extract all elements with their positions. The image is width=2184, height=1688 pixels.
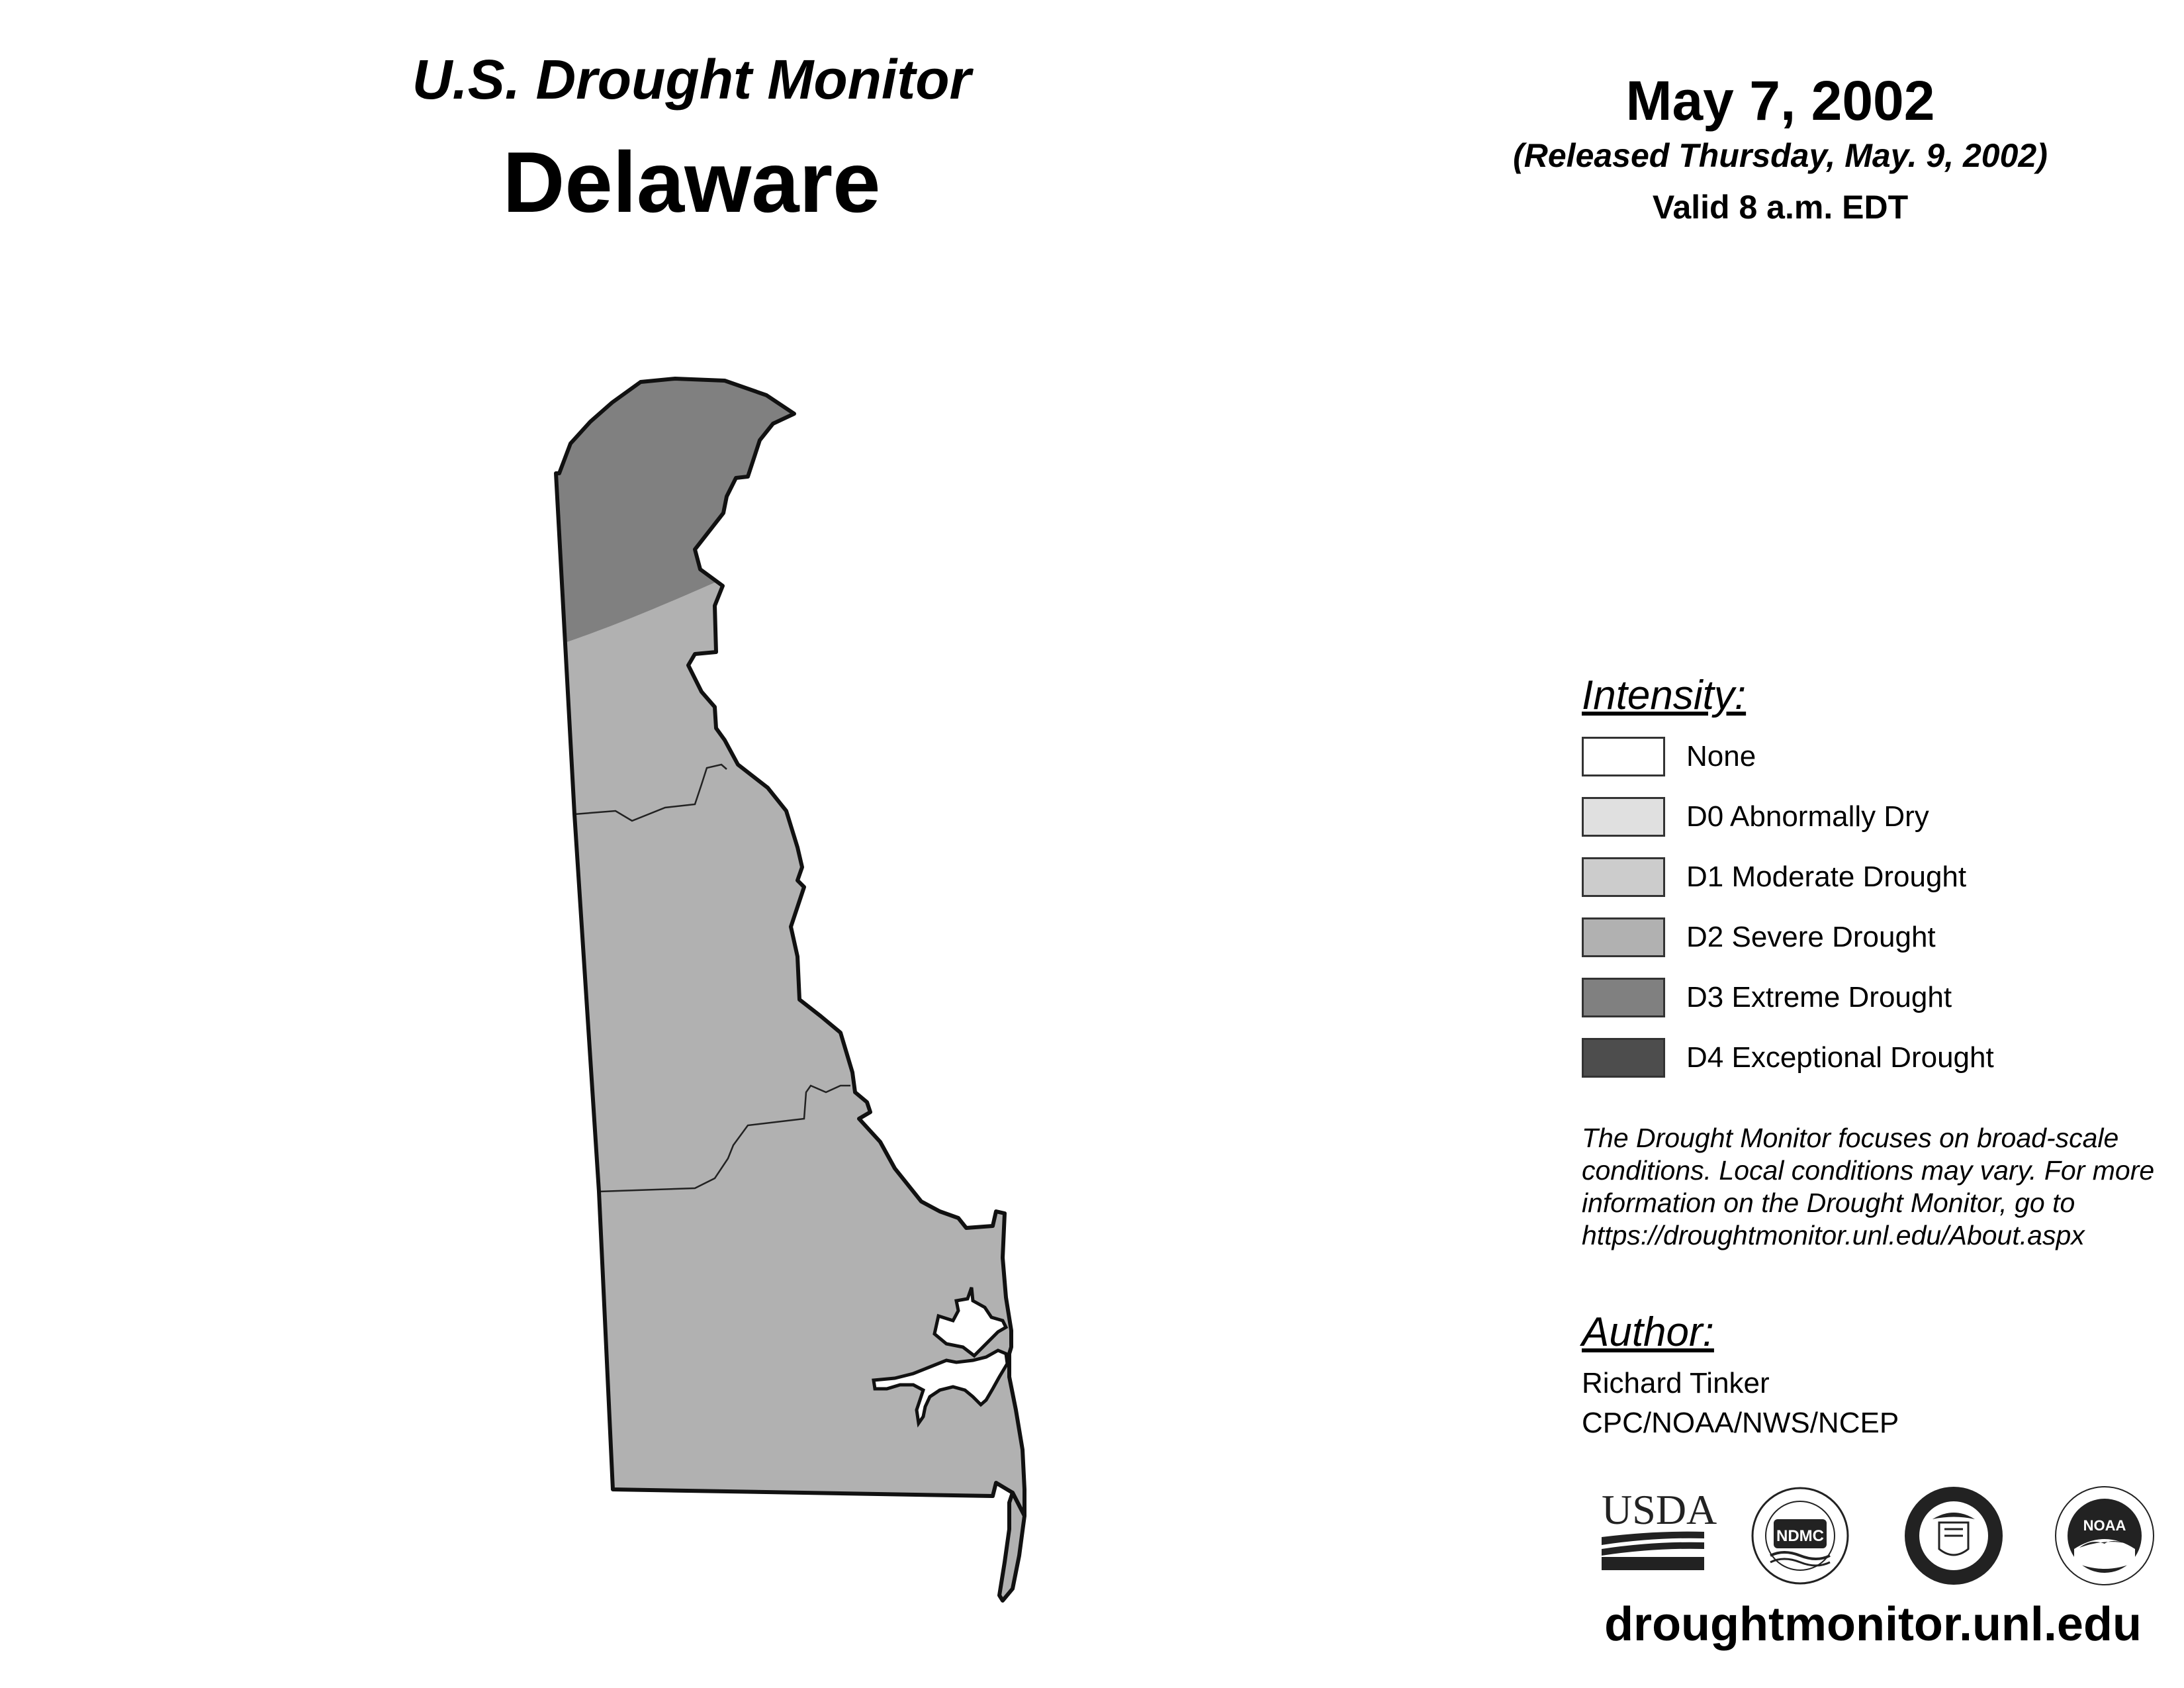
disclaimer-link[interactable]: https://droughtmonitor.unl.edu/About.aspx: [1582, 1220, 2085, 1250]
legend-label-d1: D1 Moderate Drought: [1686, 861, 1967, 893]
noaa-logo: [2056, 1487, 2154, 1585]
legend-item-d3: [1582, 978, 2085, 1020]
noaa-logo-text: NOAA: [2083, 1517, 2126, 1534]
release-date: (Released Thursday, May. 9, 2002): [1513, 137, 2048, 174]
author-org: CPC/NOAA/NWS/NCEP: [1582, 1407, 1899, 1439]
commerce-seal: [1905, 1487, 2003, 1585]
map-date: May 7, 2002: [1625, 70, 1935, 132]
legend-item-d1: [1582, 857, 2085, 900]
site-url[interactable]: droughtmonitor.unl.edu: [1604, 1598, 2142, 1651]
legend-label-d2: D2 Severe Drought: [1686, 921, 1936, 953]
legend-item-d0: [1582, 797, 2085, 839]
agency-logos: [1582, 1483, 2164, 1589]
fenwick-spit: [999, 1493, 1024, 1601]
valid-time: Valid 8 a.m. EDT: [1652, 189, 1909, 226]
disclaimer-line-1: The Drought Monitor focuses on broad-scale: [1582, 1123, 2119, 1153]
usda-logo-text: USDA: [1602, 1486, 1717, 1533]
legend-swatch-d1: [1582, 857, 1665, 897]
author-title: Author:: [1582, 1309, 1714, 1355]
legend-swatch-d0: [1582, 797, 1665, 837]
legend-swatch-d3: [1582, 978, 1665, 1017]
legend-swatch-none: [1582, 737, 1665, 776]
legend-title: Intensity:: [1582, 673, 1747, 718]
product-title: U.S. Drought Monitor: [412, 48, 972, 111]
legend-swatch-d4: [1582, 1038, 1665, 1078]
ndmc-logo: [1752, 1488, 1848, 1583]
legend-item-none: [1582, 737, 2085, 779]
legend-swatch-d2: [1582, 917, 1665, 957]
disclaimer-line-3: information on the Drought Monitor, go to: [1582, 1188, 2075, 1218]
legend-label-d0: D0 Abnormally Dry: [1686, 800, 1929, 833]
legend-label-d4: D4 Exceptional Drought: [1686, 1041, 1994, 1074]
ndmc-logo-text: NDMC: [1776, 1527, 1824, 1545]
disclaimer-text: [1582, 1122, 2177, 1252]
legend-item-d4: [1582, 1038, 2085, 1080]
state-title: Delaware: [502, 134, 881, 230]
usda-logo: [1602, 1486, 1717, 1570]
disclaimer-line-2: conditions. Local conditions may vary. For more: [1582, 1155, 2155, 1186]
author-name: Richard Tinker: [1582, 1367, 1770, 1399]
legend-item-d2: [1582, 917, 2085, 960]
legend-label-d3: D3 Extreme Drought: [1686, 981, 1952, 1013]
legend-label-none: None: [1686, 740, 1756, 773]
